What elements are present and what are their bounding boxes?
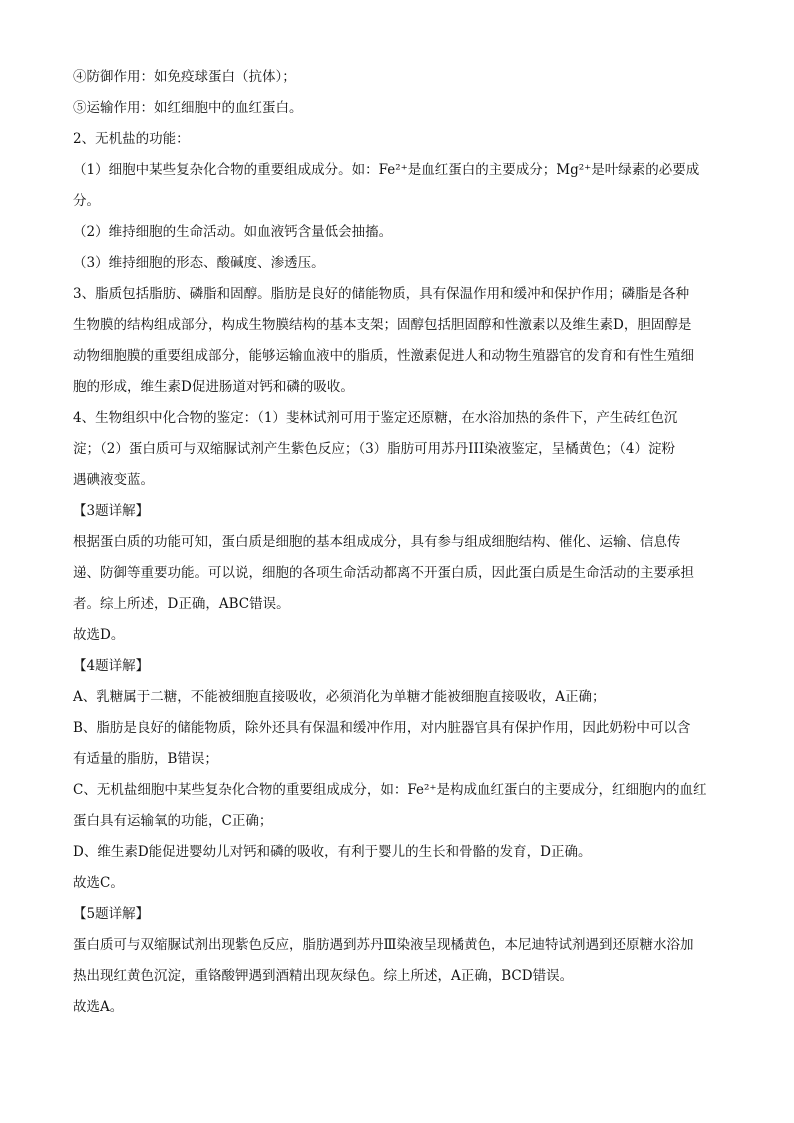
text-line: 有适量的脂肪，B错误； [73,751,218,767]
text-line: A、乳糖属于二糖，不能被细胞直接吸收，必须消化为单糖才能被细胞直接吸收，A正确； [73,689,606,705]
text-line: 根据蛋白质的功能可知，蛋白质是细胞的基本组成成分，具有参与组成细胞结构、催化、运输、信息传 [73,534,681,550]
text-line: 2、无机盐的功能： [73,131,190,147]
text-line: ⑤运输作用：如红细胞中的血红蛋白。 [73,100,303,116]
section-heading: 【4题详解】 [73,658,150,674]
text-line: （3）维持细胞的形态、酸碱度、渗透压。 [73,255,325,271]
text-line: 4、生物组织中化合物的鉴定：（1）斐林试剂可用于鉴定还原糖，在水浴加热的条件下，产生砖红色沉 [73,410,678,426]
section-heading: 【3题详解】 [73,503,150,519]
document-body [73,62,725,1023]
text-line: 蛋白质可与双缩脲试剂出现紫色反应，脂肪遇到苏丹Ⅲ染液呈现橘黄色，本尼迪特试剂遇到还原糖水浴加 [73,937,694,953]
text-line: 淀；（2）蛋白质可与双缩脲试剂产生紫色反应；（3）脂肪可用苏丹III染液鉴定，呈橘黄色；（4）淀粉 [73,441,676,457]
text-line: 热出现红黄色沉淀，重铬酸钾遇到酒精出现灰绿色。综上所述，A正确，BCD错误。 [73,968,574,984]
text-line: D、维生素D能促进婴幼儿对钙和磷的吸收，有利于婴儿的生长和骨骼的发育，D正确。 [73,844,592,860]
text-line: ④防御作用：如免疫球蛋白（抗体）； [73,69,296,85]
text-line: C、无机盐细胞中某些复杂化合物的重要组成成分，如：Fe²⁺是构成血红蛋白的主要成分，红细胞内的血红 [73,782,707,798]
text-line: （1）细胞中某些复杂化合物的重要组成成分。如：Fe²⁺是血红蛋白的主要成分；Mg²⁺是叶绿素的必要成 [73,162,700,178]
text-line: 递、防御等重要功能。可以说，细胞的各项生命活动都离不开蛋白质，因此蛋白质是生命活动的主要承担 [73,565,694,581]
answer-line: 故选C。 [73,875,124,891]
text-line: 蛋白具有运输氧的功能，C正确； [73,813,273,829]
section-heading: 【5题详解】 [73,906,150,922]
answer-line: 故选A。 [73,999,124,1015]
text-line: 动物细胞膜的重要组成部分，能够运输血液中的脂质，性激素促进人和动物生殖器官的发育和有性生殖细 [73,348,694,364]
text-line: 分。 [73,193,100,209]
text-line: 遇碘液变蓝。 [73,472,154,488]
text-line: 胞的形成，维生素D促进肠道对钙和磷的吸收。 [73,379,354,395]
text-line: （2）维持细胞的生命活动。如血液钙含量低会抽搐。 [73,224,393,240]
answer-line: 故选D。 [73,627,125,643]
text-line: 者。综上所述，D正确，ABC错误。 [73,596,290,612]
text-line: B、脂肪是良好的储能物质，除外还具有保温和缓冲作用，对内脏器官具有保护作用，因此奶粉中可以含 [73,720,691,736]
text-line: 生物膜的结构组成部分，构成生物膜结构的基本支架；固醇包括胆固醇和性激素以及维生素D，胆固醇是 [73,317,692,333]
text-line: 3、脂质包括脂肪、磷脂和固醇。脂肪是良好的储能物质，具有保温作用和缓冲和保护作用；磷脂是各种 [73,286,690,302]
